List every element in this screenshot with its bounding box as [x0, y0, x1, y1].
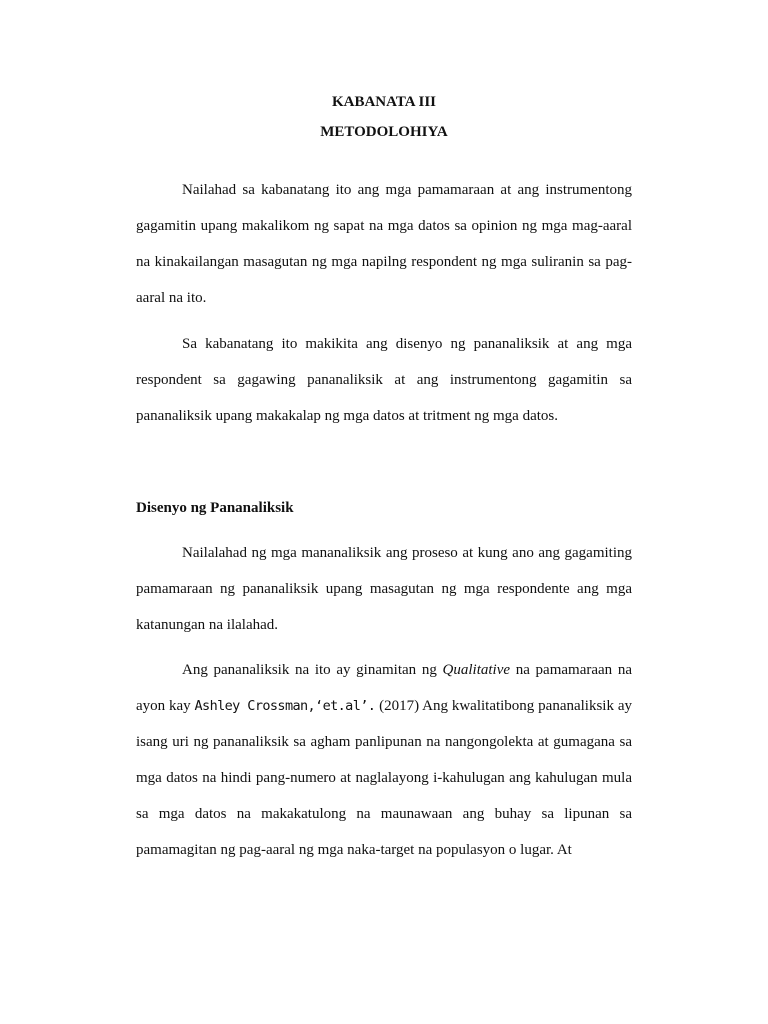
italic-term: Qualitative	[442, 662, 511, 678]
section-paragraph-2	[136, 652, 632, 868]
paragraph-text: na pamamaraan na ayon kay	[136, 662, 632, 714]
chapter-title: METODOLOHIYA	[320, 124, 448, 140]
chapter-number: KABANATA III	[331, 94, 437, 110]
intro-paragraph-1: Nailahad sa kabanatang ito ang mga pamamaraan at ang instrumentong gagamitin upang makalikom ng sapat na mga datos sa opinion ng mga mag-aaral na kinakailangan masagutan ng mga napilng respondent ng mga suliranin sa pag-aaral na ito.	[136, 182, 632, 306]
intro-paragraph-2: Sa kabanatang ito makikita ang disenyo ng pananaliksik at ang mga respondent sa gagawing pananaliksik at ang instrumentong gagamitin sa pananaliksik upang makakalap ng mga datos at tritment ng mga datos.	[136, 336, 632, 424]
section-paragraph-1: Nailalahad ng mga mananaliksik ang proseso at kung ano ang gagamiting pamamaraan ng pananaliksik upang masagutan ng mga respondente ang mga katanungan na ilalahad.	[136, 545, 632, 633]
paragraph-text: Ang pananaliksik na ito ay ginamitan ng	[182, 662, 443, 678]
author-citation: Ashley Crossman,‘et.al’.	[194, 698, 376, 714]
section-heading: Disenyo ng Pananaliksik	[136, 500, 294, 516]
paragraph-text: (2017) Ang kwalitatibong pananaliksik ay isang uri ng pananaliksik sa agham panlipunan na nangongolekta at gumagana sa mga datos na hindi pang-numero at naglalayong i-kahulugan ang kahulugan mula sa mga datos na makakatulong na maunawaan ang buhay sa lipunan sa pamamagitan ng pag-aaral ng mga naka-target na populasyon o lugar. At	[136, 698, 632, 858]
